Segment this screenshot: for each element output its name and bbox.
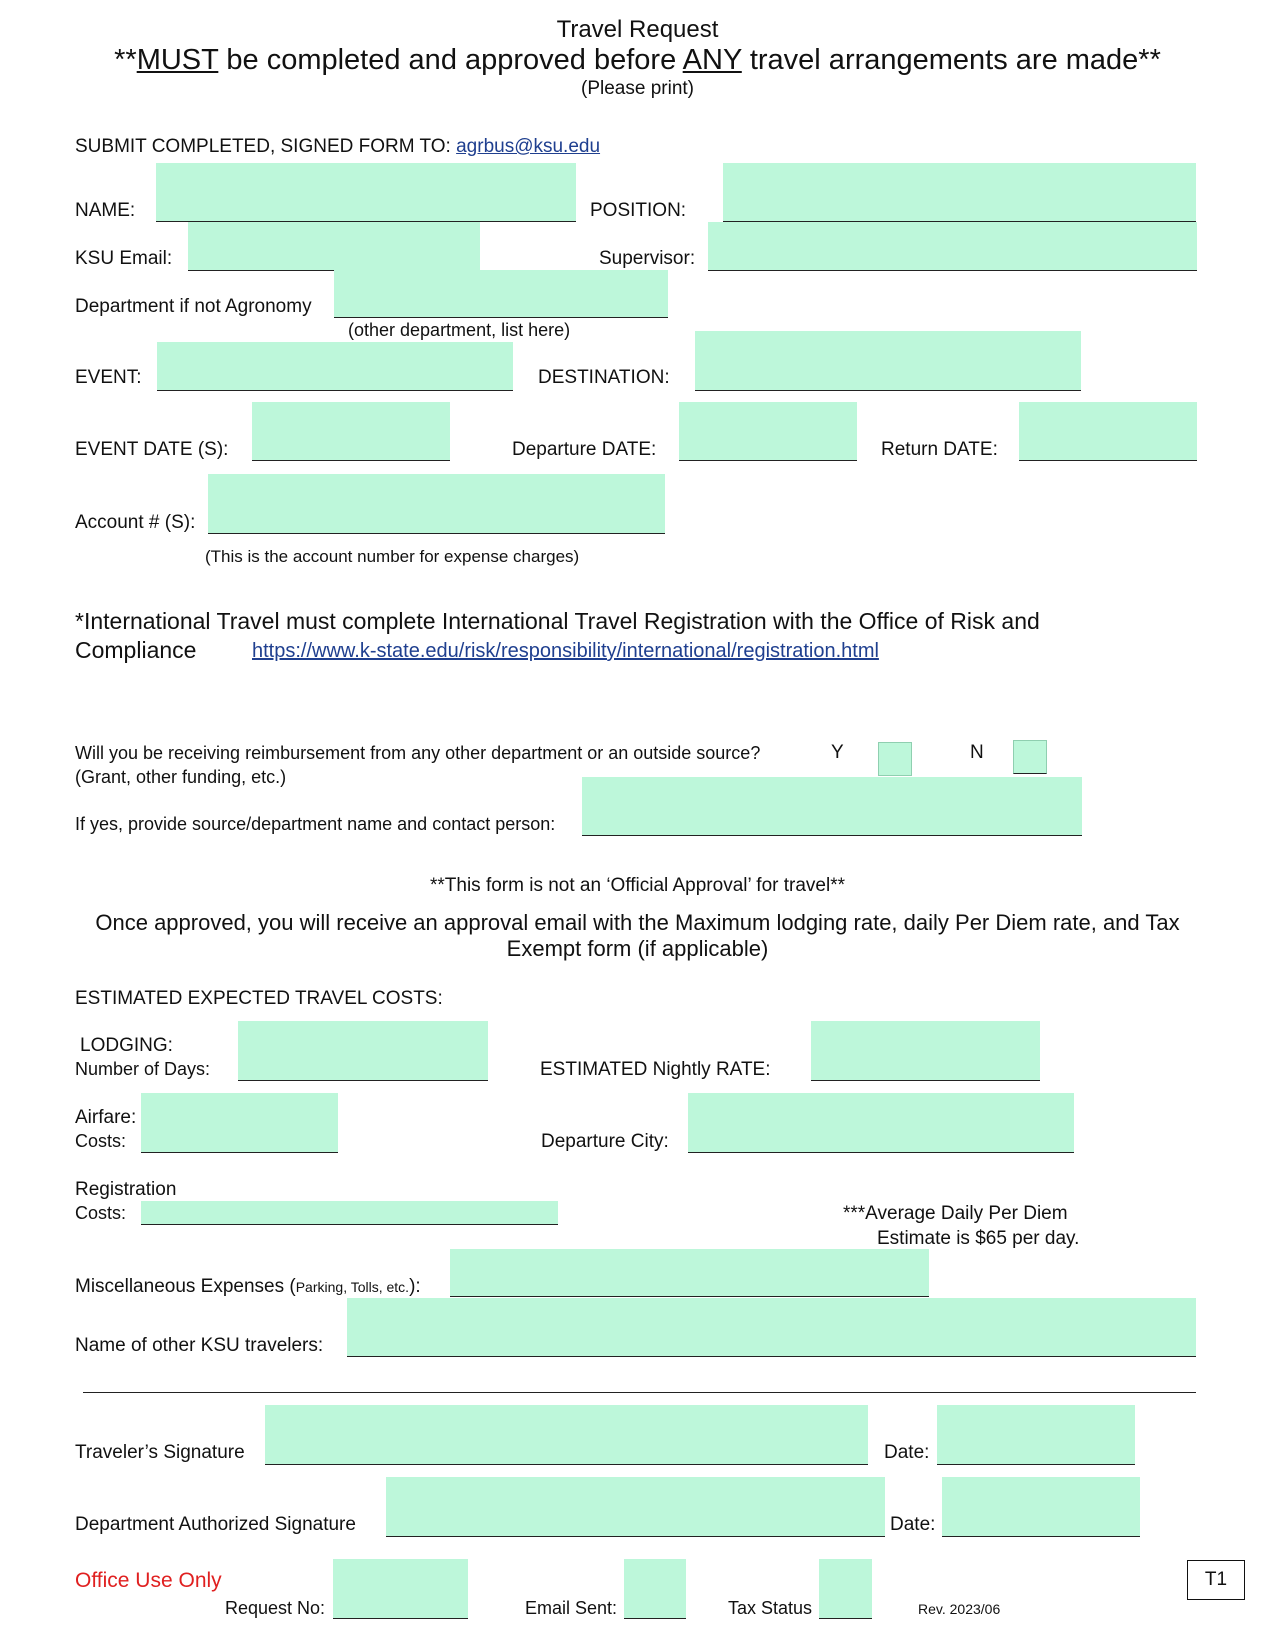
yes-label: Y xyxy=(831,742,844,763)
email-sent-input[interactable] xyxy=(624,1559,686,1619)
supervisor-label: Supervisor: xyxy=(599,248,696,269)
registration-costs-input[interactable] xyxy=(141,1201,558,1225)
traveler-date-label: Date: xyxy=(884,1442,930,1463)
approval-notice-1: Once approved, you will receive an approval email with the Maximum lodging rate, daily Per Diem rate, and Tax xyxy=(95,910,1180,935)
international-notice: *International Travel must complete International Travel Registration with the Office of Risk and xyxy=(75,608,1040,634)
international-notice-2: Compliance xyxy=(75,637,197,663)
destination-input[interactable] xyxy=(695,331,1081,391)
subtitle-mid: be completed and approved before xyxy=(218,44,683,76)
subtitle-prefix: ** xyxy=(114,44,137,76)
destination-label: DESTINATION: xyxy=(538,367,670,388)
misc-small: Parking, Tolls, etc. xyxy=(295,1279,410,1295)
reimbursement-question: Will you be receiving reimbursement from any other department or an outside source? xyxy=(75,743,761,763)
form-title: Travel Request xyxy=(556,16,719,43)
position-input[interactable] xyxy=(723,163,1196,222)
position-label: POSITION: xyxy=(590,200,687,221)
section-divider xyxy=(83,1392,1196,1393)
nightly-rate-input[interactable] xyxy=(811,1021,1040,1081)
departure-date-label: Departure DATE: xyxy=(512,439,657,460)
tax-status-input[interactable] xyxy=(819,1559,872,1619)
department-input[interactable] xyxy=(334,270,668,318)
approval-notice-2: Exempt form (if applicable) xyxy=(506,936,769,961)
ksu-email-label: KSU Email: xyxy=(75,248,173,269)
no-checkbox[interactable] xyxy=(1013,740,1047,774)
department-signature-label: Department Authorized Signature xyxy=(75,1514,356,1535)
source-input[interactable] xyxy=(582,777,1082,836)
international-registration-link[interactable]: https://www.k-state.edu/risk/responsibility/international/registration.html xyxy=(252,640,879,662)
tax-status-label: Tax Status xyxy=(728,1598,813,1618)
airfare-label: Airfare: xyxy=(75,1107,137,1128)
return-date-input[interactable] xyxy=(1019,402,1197,461)
department-hint: (other department, list here) xyxy=(348,320,571,340)
account-hint: (This is the account number for expense charges) xyxy=(205,547,580,566)
misc-prefix: Miscellaneous Expenses ( xyxy=(75,1276,296,1297)
misc-expenses-input[interactable] xyxy=(450,1249,929,1297)
registration-costs-label: Costs: xyxy=(75,1203,127,1223)
submit-label: SUBMIT COMPLETED, SIGNED FORM TO: xyxy=(75,136,457,157)
num-days-label: Number of Days: xyxy=(75,1059,211,1079)
department-signature-input[interactable] xyxy=(386,1477,885,1537)
department-date-label: Date: xyxy=(890,1514,936,1535)
event-dates-label: EVENT DATE (S): xyxy=(75,439,229,460)
supervisor-input[interactable] xyxy=(708,222,1197,271)
other-travelers-input[interactable] xyxy=(347,1298,1196,1357)
return-date-label: Return DATE: xyxy=(881,439,998,460)
not-official-notice: **This form is not an ‘Official Approval’ for travel** xyxy=(429,875,845,896)
registration-label: Registration xyxy=(75,1179,177,1200)
no-label: N xyxy=(970,742,984,763)
other-travelers-label: Name of other KSU travelers: xyxy=(75,1335,324,1356)
form-code: T1 xyxy=(1204,1569,1228,1590)
misc-expenses-label xyxy=(75,1276,421,1298)
form-code-box xyxy=(1187,1560,1245,1600)
event-dates-input[interactable] xyxy=(252,402,450,461)
subtitle-any: ANY xyxy=(682,44,742,76)
costs-heading: ESTIMATED EXPECTED TRAVEL COSTS: xyxy=(75,988,443,1009)
submit-line xyxy=(75,136,600,158)
subtitle-suffix: travel arrangements are made** xyxy=(741,44,1161,76)
lodging-label: LODGING: xyxy=(80,1035,173,1056)
event-input[interactable] xyxy=(157,342,513,391)
traveler-signature-input[interactable] xyxy=(265,1405,868,1465)
departure-city-input[interactable] xyxy=(688,1093,1074,1153)
departure-date-input[interactable] xyxy=(679,402,857,461)
email-sent-label: Email Sent: xyxy=(525,1598,618,1618)
revision-label: Rev. 2023/06 xyxy=(918,1601,1001,1617)
please-print: (Please print) xyxy=(581,78,694,99)
departure-city-label: Departure City: xyxy=(541,1131,669,1152)
request-no-label: Request No: xyxy=(225,1598,326,1618)
office-use-heading: Office Use Only xyxy=(75,1569,222,1592)
reimbursement-question-2: (Grant, other funding, etc.) xyxy=(75,767,287,787)
ksu-email-input[interactable] xyxy=(188,222,480,271)
traveler-signature-label: Traveler’s Signature xyxy=(75,1442,245,1463)
department-label: Department if not Agronomy xyxy=(75,296,312,317)
submit-email-link[interactable]: agrbus@ksu.edu xyxy=(456,136,601,157)
airfare-costs-input[interactable] xyxy=(141,1093,338,1153)
misc-suffix: ): xyxy=(409,1276,421,1297)
subtitle-must: MUST xyxy=(136,44,219,76)
account-input[interactable] xyxy=(208,474,665,534)
yes-checkbox[interactable] xyxy=(878,742,912,776)
traveler-date-input[interactable] xyxy=(937,1405,1135,1465)
per-diem-note-1: ***Average Daily Per Diem xyxy=(843,1203,1068,1224)
name-label: NAME: xyxy=(75,200,136,221)
account-label: Account # (S): xyxy=(75,512,196,533)
name-input[interactable] xyxy=(156,163,576,222)
request-no-input[interactable] xyxy=(333,1559,468,1619)
num-days-input[interactable] xyxy=(238,1021,488,1081)
airfare-costs-label: Costs: xyxy=(75,1131,127,1151)
form-subtitle xyxy=(0,44,1275,77)
source-label: If yes, provide source/department name and contact person: xyxy=(75,814,556,834)
event-label: EVENT: xyxy=(75,367,142,388)
nightly-rate-label: ESTIMATED Nightly RATE: xyxy=(540,1059,771,1080)
department-date-input[interactable] xyxy=(942,1477,1140,1537)
per-diem-note-2: Estimate is $65 per day. xyxy=(877,1228,1080,1249)
